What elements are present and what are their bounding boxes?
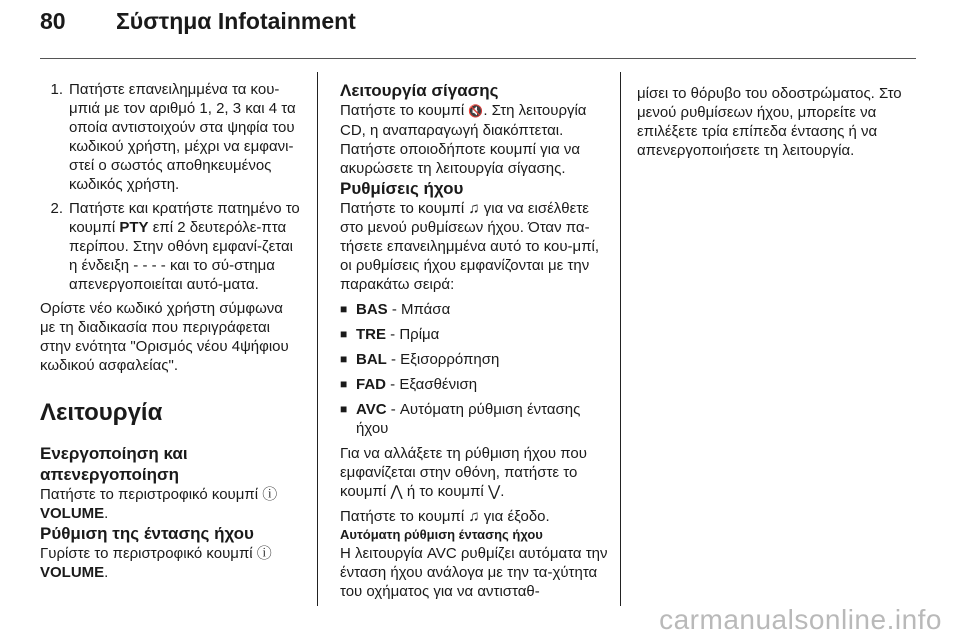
- setting-label: - Εξασθένιση: [386, 376, 478, 393]
- list-item: [40, 80, 302, 194]
- setting-label: - Αυτόματη ρύθμιση έντασης ήχου: [356, 401, 581, 437]
- paragraph: [40, 485, 302, 523]
- power-icon: ⓘ: [262, 486, 278, 503]
- subsection-title: Αυτόματη ρύθμιση έντασης ήχου: [340, 527, 543, 542]
- column-2: [340, 80, 612, 601]
- setting-code: TRE: [356, 326, 386, 343]
- bullet-text: [356, 375, 612, 394]
- step-number: 2.: [50, 200, 63, 217]
- down-arrow-icon: ⋁: [487, 483, 501, 500]
- step-text: Πατήστε επανειλημμένα τα κου-μπιά με τον αριθμό 1, 2, 3 και 4 τα οποία αντιστοιχούν στα ψηφία του κωδικού χρήστη, μέχρι να εμφανι-στεί ο σωστός αποθηκευμένος κωδικός χρήστη.: [69, 81, 296, 193]
- bullet-icon: ■: [340, 377, 348, 391]
- text: για έξοδο.: [479, 508, 550, 525]
- up-arrow-icon: ⋀: [390, 483, 403, 500]
- setting-code: BAL: [356, 351, 387, 368]
- column-1: [40, 80, 302, 582]
- text: .: [104, 505, 109, 522]
- text: Πατήστε το περιστροφικό κουμπί: [40, 486, 263, 503]
- bullet-icon: ■: [340, 402, 348, 416]
- watermark: carmanualsonline.info: [659, 604, 942, 635]
- section-heading: Λειτουργία: [40, 399, 163, 426]
- bullet-text: [356, 400, 612, 438]
- header-rule: [40, 58, 916, 59]
- paragraph: Η λειτουργία AVC ρυθμίζει αυτόματα την ένταση ήχου ανάλογα με την τα-χύτητα του οχήματος για να αντισταθ-: [340, 545, 608, 600]
- paragraph: [340, 507, 612, 526]
- text: Πατήστε το κουμπί: [340, 102, 469, 119]
- list-item: [340, 400, 612, 438]
- list-item: [340, 350, 612, 369]
- subsection-title: Ενεργοποίηση και απενεργοποίηση: [40, 444, 188, 484]
- bullet-text: [356, 350, 612, 369]
- text: .: [500, 483, 505, 500]
- paragraph: [40, 544, 302, 582]
- text: Γυρίστε το περιστροφικό κουμπί: [40, 545, 257, 562]
- text: για να εισέλθετε στο μενού ρυθμίσεων ήχου. Όταν πα-τήσετε επανειλημμένα αυτό το κου-μπί, οι ρυθμίσεις ήχου εμφανίζονται με την παρακάτω σειρά:: [340, 200, 600, 293]
- volume-label: VOLUME: [40, 564, 105, 581]
- text: ή το κουμπί: [402, 483, 488, 500]
- text: Πατήστε το κουμπί: [340, 508, 469, 525]
- page-number: 80: [40, 8, 66, 34]
- paragraph: [340, 101, 612, 178]
- paragraph: Ορίστε νέο κωδικό χρήστη σύμφωνα με τη διαδικασία που περιγράφεται στην ενότητα "Ορισμός νέου 4ψήφιου κωδικού ασφαλείας".: [40, 300, 289, 374]
- setting-code: BAS: [356, 301, 388, 318]
- bullet-icon: ■: [340, 352, 348, 366]
- step-number: 1.: [50, 81, 63, 98]
- text: . Στη λειτουργία CD, η αναπαραγωγή διακόπτεται. Πατήστε οποιοδήποτε κουμπί για να ακυρώσετε τη λειτουργία σίγασης.: [340, 102, 587, 177]
- list-item: [40, 199, 302, 294]
- text: Για να αλλάξετε τη ρύθμιση ήχου που εμφανίζεται στην οθόνη, πατήστε το κουμπί: [340, 445, 587, 500]
- bullet-icon: ■: [340, 302, 348, 316]
- mute-icon: 🔇: [468, 104, 484, 118]
- subsection-title: Ρύθμιση της έντασης ήχου: [40, 524, 254, 543]
- paragraph: μίσει το θόρυβο του οδοστρώματος. Στο μενού ρυθμίσεων ήχου, μπορείτε να επιλέξετε τρία επίπεδα έντασης ή να απενεργοποιήσετε τη λειτουργία.: [637, 85, 902, 159]
- text: Πατήστε το κουμπί: [340, 200, 469, 217]
- step-text-post: επί 2 δευτερόλε-πτα περίπου. Στην οθόνη εμφανί-ζεται η ένδειξη - - - - και το σύ-στημα απενεργοποιείται αυτό-ματα.: [69, 219, 294, 293]
- setting-code: AVC: [356, 401, 387, 418]
- setting-label: - Μπάσα: [387, 301, 451, 318]
- step-text: [69, 199, 302, 294]
- power-icon: ⓘ: [256, 545, 272, 562]
- music-note-icon: ♫: [468, 200, 480, 217]
- list-item: [340, 300, 612, 319]
- column-divider-1: [317, 72, 318, 606]
- chapter-title: Σύστημα Infotainment: [116, 8, 356, 34]
- subsection-title: Λειτουργία σίγασης: [340, 81, 499, 100]
- bullet-text: [356, 325, 612, 344]
- bullet-icon: ■: [340, 327, 348, 341]
- text: .: [104, 564, 109, 581]
- bullet-text: [356, 300, 612, 319]
- steps-list: [40, 80, 302, 294]
- subsection-title: Ρυθμίσεις ήχου: [340, 179, 464, 198]
- list-item: [340, 375, 612, 394]
- list-item: [340, 325, 612, 344]
- music-note-icon: ♫: [468, 508, 480, 525]
- column-divider-2: [620, 72, 621, 606]
- setting-label: - Πρίμα: [386, 326, 440, 343]
- pty-button-label: PTY: [119, 219, 149, 236]
- setting-label: - Εξισορρόπηση: [386, 351, 500, 368]
- column-3: [637, 84, 917, 160]
- paragraph: [340, 199, 612, 294]
- paragraph: [340, 444, 612, 501]
- step-text-pre: Πατήστε και κρατήστε πατημένο το κουμπί: [69, 200, 300, 236]
- setting-code: FAD: [356, 376, 386, 393]
- volume-label: VOLUME: [40, 505, 105, 522]
- page-header: [40, 8, 356, 35]
